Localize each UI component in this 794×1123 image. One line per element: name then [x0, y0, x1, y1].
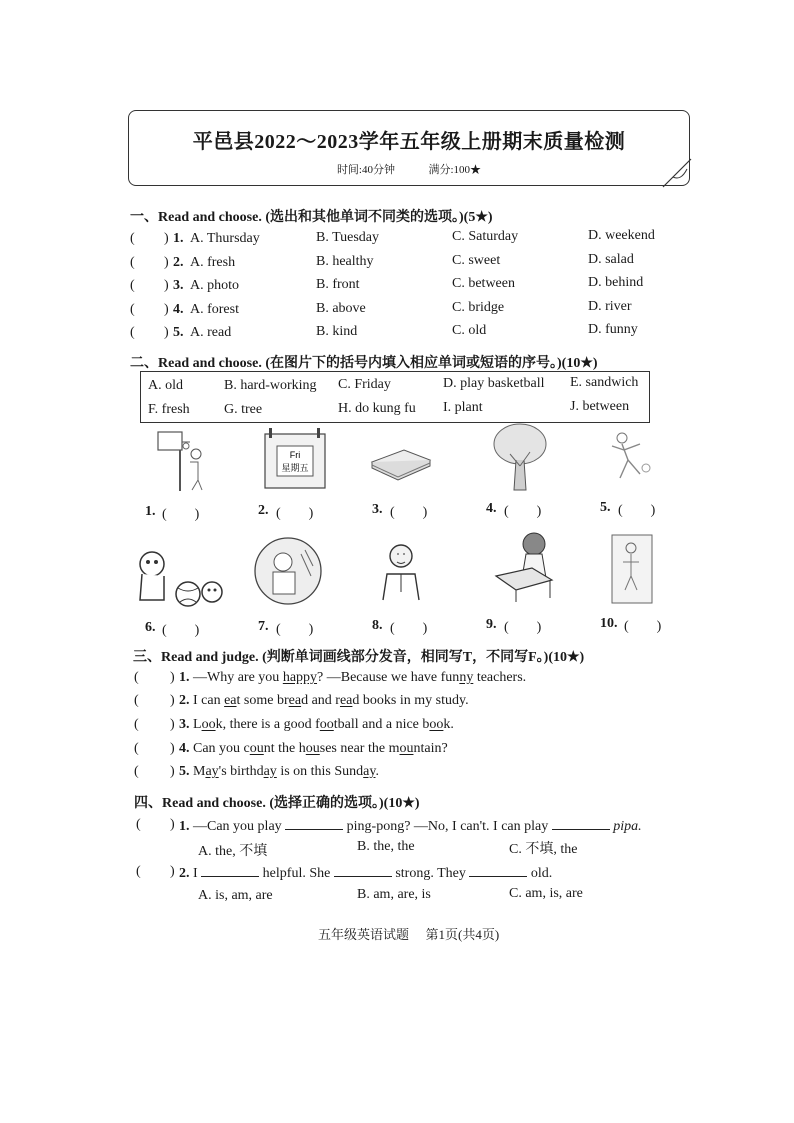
option-c: C. between	[452, 276, 515, 291]
underlined-sound: happy	[282, 670, 318, 685]
exam-score: 满分:100★	[428, 164, 482, 176]
option-d: D. river	[588, 299, 632, 314]
option-c: C. Saturday	[452, 229, 519, 244]
calendar-day: Fri	[289, 450, 301, 460]
underlined-sound: ny	[459, 670, 474, 685]
option-b: B. front	[316, 277, 360, 292]
question-2	[179, 864, 552, 882]
list-item: )	[170, 764, 175, 779]
option-d: D. behind	[588, 275, 644, 290]
student-desk-picture	[492, 532, 558, 604]
sentence-text: 's birthd	[218, 764, 264, 779]
sentence-text: teachers.	[473, 670, 527, 685]
option-d: D. weekend	[588, 228, 655, 243]
picture-label: 4.	[486, 501, 497, 516]
question-text: I	[193, 866, 198, 881]
section2-heading: 二、Read and choose. (在图片下的括号内填入相应单词或短语的序号。)(10★)	[130, 356, 598, 371]
sentence-text: tball and a nice b	[333, 717, 430, 732]
answer-parens: ( )	[390, 505, 428, 520]
kung-fu-picture	[604, 428, 658, 488]
old-man-picture	[375, 540, 427, 602]
sentence-text: Can you c	[193, 741, 250, 756]
underlined-sound: ea	[224, 693, 237, 708]
sentence-row	[179, 764, 379, 780]
list-item: (	[134, 741, 139, 756]
sentence-row	[179, 670, 526, 686]
list-item: )	[164, 325, 169, 340]
item-number: 4.	[179, 741, 190, 756]
answer-parens: ( )	[390, 621, 428, 636]
picture-label: 2.	[258, 503, 269, 518]
option-a: A. the, 不填	[198, 844, 268, 859]
word-bank-item: B. hard-working	[224, 378, 317, 393]
answer-blank[interactable]	[334, 864, 392, 877]
item-number: 2.	[173, 255, 184, 270]
list-item: (	[130, 231, 135, 246]
question-text: old.	[530, 866, 553, 881]
page-curl-icon	[663, 159, 691, 187]
item-number: 2.	[179, 693, 190, 708]
word-bank-item: D. play basketball	[443, 376, 545, 391]
question-text: strong. They	[395, 866, 466, 881]
underlined-sound: oo	[201, 717, 216, 732]
item-number: 1.	[173, 231, 184, 246]
underlined-sound: ou	[399, 741, 414, 756]
underlined-sound: oo	[319, 717, 334, 732]
list-item: )	[164, 255, 169, 270]
list-item: (	[130, 325, 135, 340]
title-box	[128, 110, 690, 186]
question-text: ping-pong? —No, I can't. I can play	[346, 819, 549, 834]
dog-ball-picture	[130, 548, 226, 608]
option-b: B. the, the	[357, 839, 415, 854]
sentence-text: t some br	[236, 693, 289, 708]
calendar-day-cn: 星期五	[281, 464, 309, 474]
answer-parens: ( )	[504, 620, 542, 635]
word-bank-item: G. tree	[224, 402, 263, 417]
underlined-sound: ay	[363, 764, 376, 779]
option-b: B. Tuesday	[316, 230, 380, 245]
underlined-sound: ea	[339, 693, 353, 708]
picture-label: 1.	[145, 504, 156, 519]
option-b: B. kind	[316, 324, 358, 339]
exam-info	[129, 161, 689, 177]
list-item: )	[170, 864, 175, 879]
picture-label: 3.	[372, 502, 383, 517]
word-bank-item: F. fresh	[148, 402, 190, 417]
list-item: (	[130, 255, 135, 270]
picture-label: 8.	[372, 618, 383, 633]
list-item: (	[134, 764, 139, 779]
list-item: )	[170, 693, 175, 708]
sentence-text: nt the h	[263, 741, 306, 756]
word-bank	[140, 371, 650, 423]
underlined-sound: ou	[305, 741, 320, 756]
answer-parens: ( )	[624, 619, 662, 634]
list-item: (	[136, 864, 141, 879]
sentence-text: k, there is a good f	[215, 717, 320, 732]
sentence-row	[179, 741, 448, 757]
underlined-sound: ou	[249, 741, 264, 756]
underlined-sound: ay	[263, 764, 277, 779]
item-number: 1.	[179, 819, 190, 834]
option-b: B. healthy	[316, 254, 374, 269]
picture-label: 9.	[486, 617, 497, 632]
word-bank-item: C. Friday	[338, 377, 391, 392]
answer-parens: ( )	[162, 623, 200, 638]
exam-title: 平邑县2022～2023学年五年级上册期末质量检测	[192, 131, 626, 153]
option-c: C. am, is, are	[509, 886, 583, 901]
basketball-picture	[156, 428, 206, 493]
sentence-text: d books in my study.	[352, 693, 469, 708]
picture-label: 7.	[258, 619, 269, 634]
item-number: 5.	[173, 325, 184, 340]
list-item: (	[136, 817, 141, 832]
footer-subject: 五年级英语试题	[318, 927, 410, 942]
option-c: C. old	[452, 323, 487, 338]
sentence-text: L	[193, 717, 202, 732]
list-item: (	[130, 302, 135, 317]
answer-parens: ( )	[162, 507, 200, 522]
sentence-text: .	[375, 764, 379, 779]
answer-blank[interactable]	[552, 817, 610, 830]
item-number: 1.	[179, 670, 190, 685]
hard-working-picture	[609, 532, 655, 606]
option-a: A. read	[190, 325, 232, 340]
option-c: C. 不填, the	[509, 842, 578, 857]
item-number: 3.	[179, 717, 190, 732]
answer-blank[interactable]	[469, 864, 527, 877]
option-a: A. photo	[190, 278, 239, 293]
question-text: helpful. She	[262, 866, 331, 881]
word-bank-item: E. sandwich	[570, 375, 639, 390]
sentence-row	[179, 693, 469, 709]
sentence-text: k.	[443, 717, 454, 732]
underlined-sound: oo	[429, 717, 444, 732]
sentence-text: —Why are you	[193, 670, 283, 685]
option-a: A. is, am, are	[198, 888, 273, 903]
answer-parens: ( )	[618, 503, 656, 518]
option-b: B. am, are, is	[357, 887, 431, 902]
picture-label: 10.	[600, 616, 618, 631]
list-item: )	[164, 302, 169, 317]
answer-blank[interactable]	[201, 864, 259, 877]
sentence-text: ntain?	[413, 741, 448, 756]
list-item: (	[134, 717, 139, 732]
list-item: (	[130, 278, 135, 293]
option-d: D. funny	[588, 322, 638, 337]
option-a: A. Thursday	[190, 231, 260, 246]
word-bank-item: A. old	[148, 378, 183, 393]
list-item: )	[170, 741, 175, 756]
item-number: 5.	[179, 764, 190, 779]
word-bank-item: H. do kung fu	[338, 401, 416, 416]
exam-time: 时间:40分钟	[336, 164, 395, 176]
option-a: A. fresh	[190, 255, 236, 270]
healthy-food-picture	[253, 536, 323, 606]
item-number: 2.	[179, 866, 190, 881]
list-item: )	[164, 231, 169, 246]
sentence-text: d and r	[301, 693, 340, 708]
option-a: A. forest	[190, 302, 239, 317]
word-bank-item: I. plant	[443, 400, 483, 415]
sentence-text: ses near the m	[319, 741, 400, 756]
item-number: 4.	[173, 302, 184, 317]
question-text: —Can you play	[193, 819, 282, 834]
footer-page: 第1页(共4页)	[425, 927, 500, 942]
underlined-sound: ay	[205, 764, 219, 779]
picture-label: 5.	[600, 500, 611, 515]
calendar-picture	[263, 424, 327, 490]
list-item: (	[134, 670, 139, 685]
sentence-text: is on this Sund	[276, 764, 364, 779]
question-text: pipa.	[613, 819, 642, 834]
sentence-text: ? —Because we have fun	[317, 670, 460, 685]
tree-picture	[490, 420, 550, 492]
answer-parens: ( )	[276, 506, 314, 521]
section3-heading: 三、Read and judge. (判断单词画线部分发音，相同写T，不同写F。)(10★)	[133, 650, 585, 665]
section4-heading: 四、Read and choose. (选择正确的选项。)(10★)	[134, 796, 420, 811]
list-item: )	[164, 278, 169, 293]
answer-parens: ( )	[504, 504, 542, 519]
picture-label: 6.	[145, 620, 156, 635]
sentence-text: M	[193, 764, 206, 779]
list-item: )	[170, 717, 175, 732]
item-number: 3.	[173, 278, 184, 293]
option-b: B. above	[316, 301, 366, 316]
underlined-sound: ea	[288, 693, 302, 708]
section1-heading: 一、Read and choose. (选出和其他单词不同类的选项。)(5★)	[130, 210, 493, 225]
sentence-text: I can	[193, 693, 225, 708]
page-footer	[318, 924, 499, 943]
list-item: )	[170, 670, 175, 685]
question-1	[179, 817, 642, 835]
word-bank-item: J. between	[570, 399, 630, 414]
answer-parens: ( )	[276, 622, 314, 637]
sandwich-picture	[368, 444, 434, 484]
list-item: )	[170, 817, 175, 832]
option-d: D. salad	[588, 252, 634, 267]
option-c: C. sweet	[452, 253, 501, 268]
sentence-row	[179, 717, 454, 733]
option-c: C. bridge	[452, 300, 505, 315]
list-item: (	[134, 693, 139, 708]
answer-blank[interactable]	[285, 817, 343, 830]
